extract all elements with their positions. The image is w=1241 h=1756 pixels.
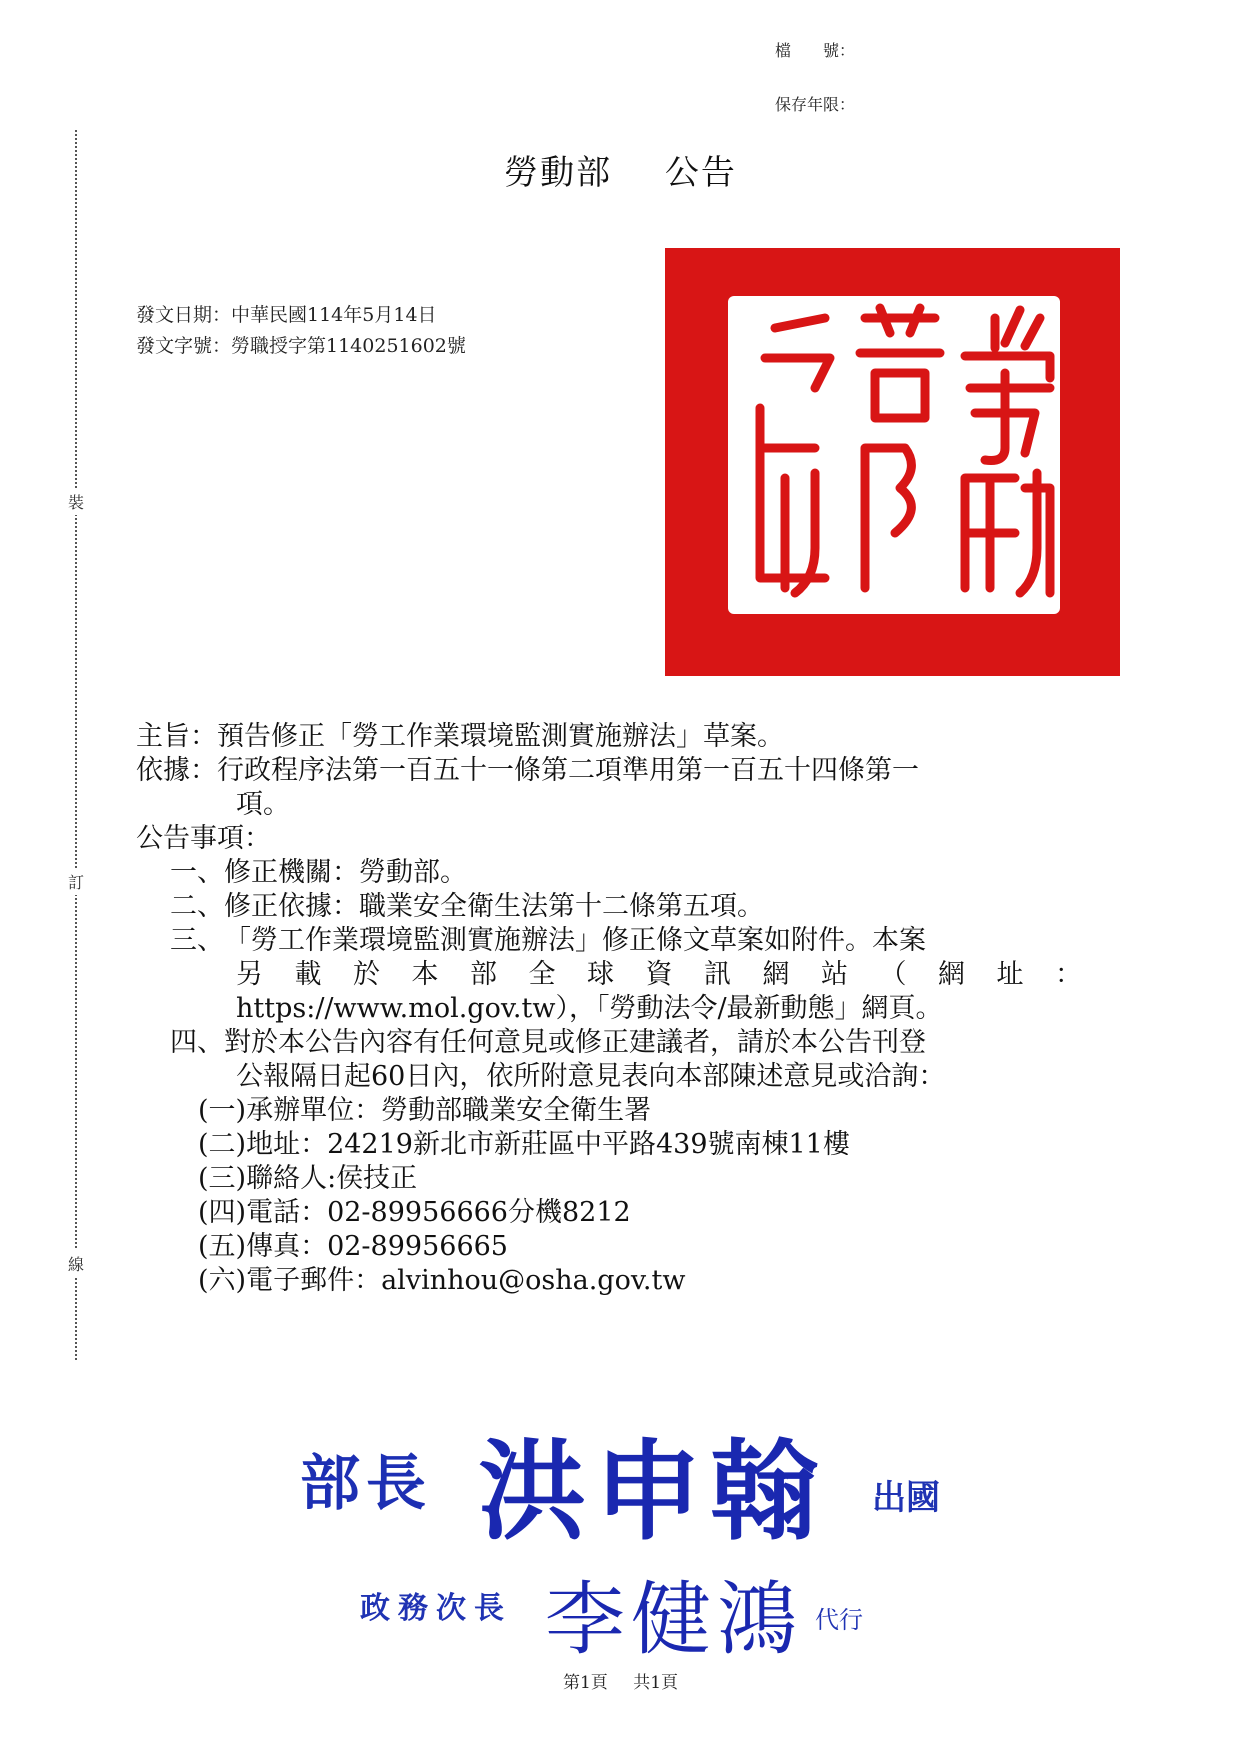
item-text-line1: 對於本公告內容有任何意見或修正建議者，請於本公告刊登 [224, 1027, 926, 1058]
contact-number: (六) [198, 1265, 247, 1296]
basis-text-line1: 行政程序法第一百五十一條第二項準用第一百五十四條第一 [217, 755, 919, 786]
binding-mark-line: 線 [68, 1250, 84, 1277]
contact-text: 地址：24219新北市新莊區中平路439號南棟11樓 [246, 1129, 850, 1160]
item-number: 三、 [170, 925, 224, 956]
binding-mark-bind: 裝 [68, 488, 84, 515]
contact-row [136, 1128, 1096, 1162]
contact-row [136, 1196, 1096, 1230]
minister-name-stamp: 洪申翰 [478, 1429, 827, 1555]
minister-title-stamp: 部長 [300, 1449, 432, 1519]
document-title [0, 145, 1241, 194]
item4-text-line2: 公報隔日起60日內，依所附意見表向本部陳述意見或洽詢： [236, 1061, 946, 1092]
item3-text-line2: 另載於本部全球資訊網站（網址： [236, 959, 1096, 990]
official-seal [665, 248, 1120, 676]
contact-row [136, 1094, 1096, 1128]
matter-item-1 [136, 856, 1096, 890]
subject-label: 主旨： [136, 721, 217, 752]
binding-mark-staple: 訂 [68, 868, 84, 895]
contact-number: (一) [198, 1095, 247, 1126]
announcement-body [136, 720, 1096, 1298]
page-number: 第1頁 [562, 1673, 608, 1693]
item3-text-line3: https://www.mol.gov.tw），「勞動法令/最新動態」網頁。 [236, 993, 943, 1024]
subject-row [136, 720, 1096, 754]
item-number: 四、 [170, 1027, 224, 1058]
matter-item-4 [136, 1026, 1096, 1060]
item-number: 一、 [170, 857, 224, 888]
matter-item-2 [136, 890, 1096, 924]
contact-number: (二) [198, 1129, 247, 1160]
issue-date: 發文日期：中華民國114年5月14日 [136, 304, 437, 326]
contact-row [136, 1162, 1096, 1196]
acting-note: 代行 [815, 1606, 863, 1634]
contact-text: 聯絡人:侯技正 [246, 1163, 418, 1194]
basis-row [136, 754, 1096, 788]
title-org: 勞動部 [504, 153, 613, 193]
minister-absent-note: 出國 [872, 1478, 940, 1518]
item-text-line1: 「勞工作業環境監測實施辦法」修正條文草案如附件。本案 [224, 925, 926, 956]
item-text: 修正機關：勞動部。 [224, 857, 467, 888]
contact-number: (三) [198, 1163, 247, 1194]
retention-period-label: 保存年限： [775, 95, 856, 114]
matters-label: 公告事項： [136, 823, 271, 854]
issue-number: 發文字號：勞職授字第1140251602號 [136, 335, 466, 357]
contact-number: (五) [198, 1231, 247, 1262]
contact-row [136, 1230, 1096, 1264]
item-number: 二、 [170, 891, 224, 922]
contact-text: 承辦單位：勞動部職業安全衛生署 [246, 1095, 652, 1126]
matter-item-3 [136, 924, 1096, 958]
contact-text: 傳真：02-89956665 [246, 1231, 508, 1262]
vice-minister-title-stamp: 政務次長 [360, 1591, 512, 1626]
contact-text: 電話：02-89956666分機8212 [246, 1197, 631, 1228]
page-total: 共1頁 [633, 1673, 679, 1693]
subject-text: 預告修正「勞工作業環境監測實施辦法」草案。 [217, 721, 784, 752]
contact-row [136, 1264, 1096, 1298]
basis-text-line2: 項。 [236, 789, 290, 820]
title-doc-type: 公告 [664, 153, 737, 193]
contact-number: (四) [198, 1197, 247, 1228]
page-footer [0, 1668, 1241, 1693]
basis-label: 依據： [136, 755, 217, 786]
vice-minister-name-stamp: 李健鴻 [545, 1573, 803, 1666]
item-text: 修正依據：職業安全衛生法第十二條第五項。 [224, 891, 764, 922]
contact-text: 電子郵件：alvinhou@osha.gov.tw [246, 1265, 686, 1296]
binding-line [75, 130, 77, 1360]
file-number-label: 檔 號： [775, 41, 856, 60]
